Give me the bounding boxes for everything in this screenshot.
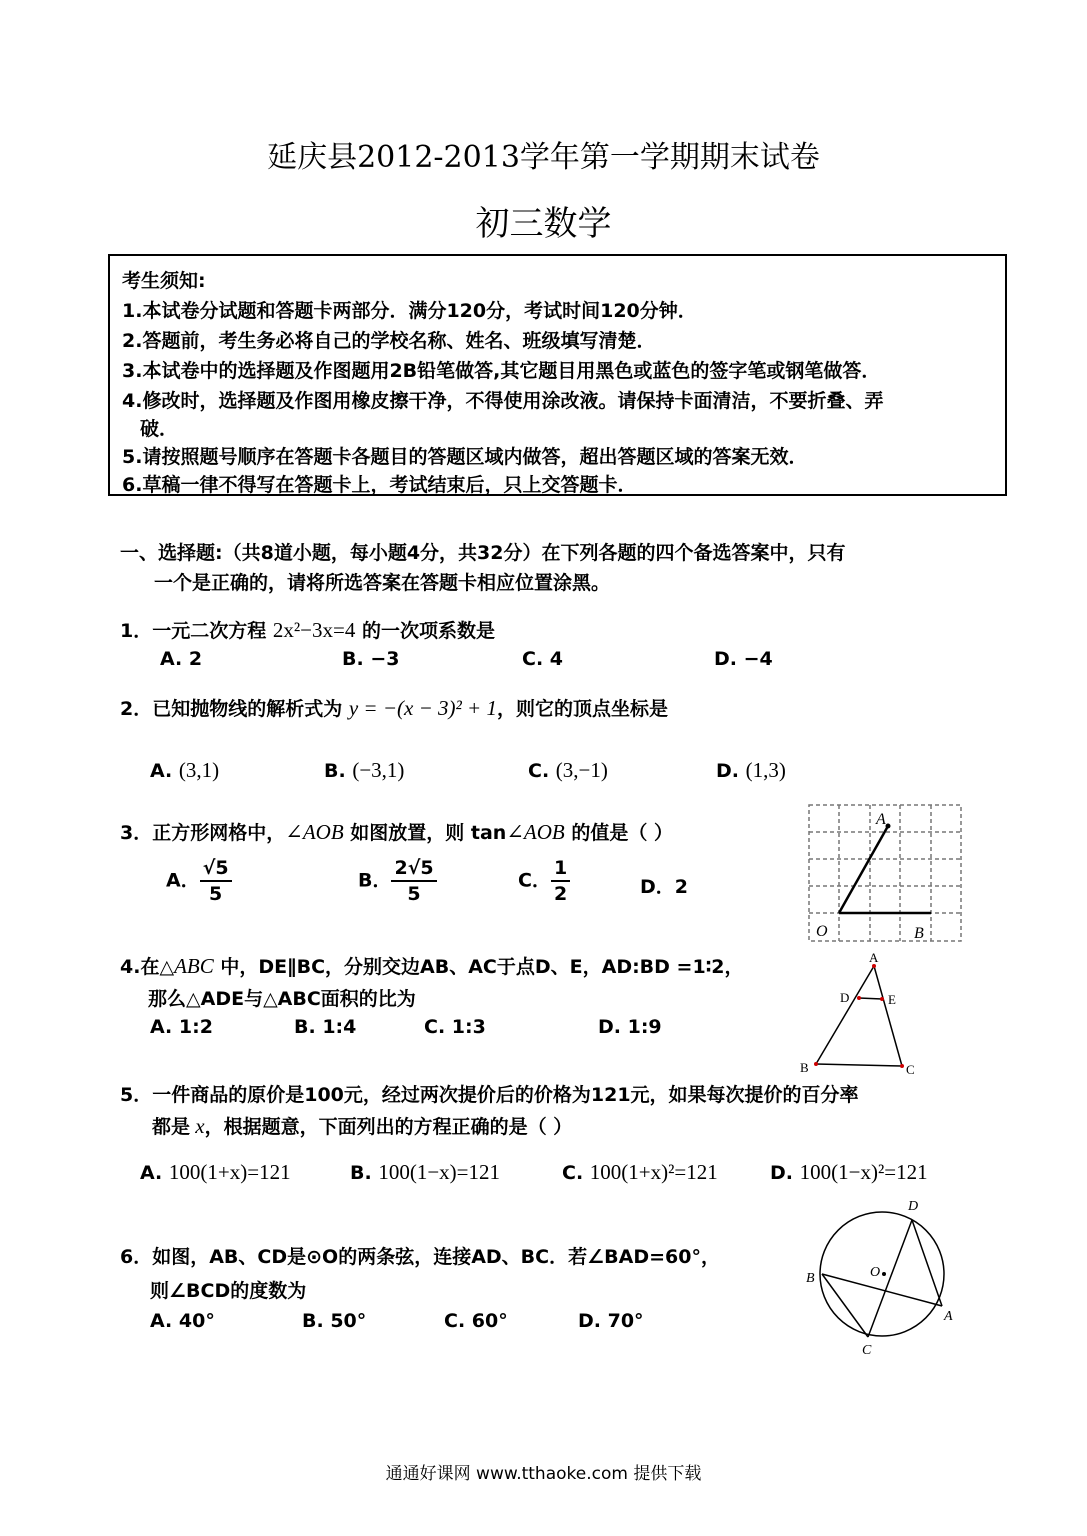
q3-label-c: C． [518, 869, 551, 892]
q1-option-a: A. 2 [160, 648, 203, 670]
q3-grid-figure [806, 802, 964, 944]
grid-label-a: A [876, 811, 886, 828]
q2-option-a [150, 758, 219, 783]
notice-item: 3.本试卷中的选择题及作图题用2B铅笔做答,其它题目用黑色或蓝色的签字笔或钢笔做答． [122, 360, 881, 382]
triangle-label-b: B [800, 1060, 809, 1075]
triangle-label-e: E [888, 992, 896, 1007]
exam-title: 延庆县2012-2013学年第一学期期末试卷 [267, 140, 820, 175]
q5-text-end: ，根据题意，下面列出的方程正确的是（ ） [204, 1116, 573, 1138]
circle-label-a: A [944, 1309, 953, 1324]
q3-option-a [166, 856, 232, 906]
grid-label-o: O [816, 923, 828, 940]
q4-option-a: A. 1:2 [150, 1016, 213, 1038]
q2-value-c: (3,−1) [555, 758, 608, 782]
q6-circle-figure [800, 1190, 966, 1360]
q6-option-b: B. 50° [302, 1310, 367, 1332]
q4-option-c: C. 1:3 [424, 1016, 486, 1038]
q1-text-end: 的一次项系数是 [355, 620, 495, 642]
fraction-denominator: 5 [209, 883, 223, 905]
circle-label-d: D [908, 1199, 919, 1214]
q5-label-b: B. [350, 1162, 372, 1184]
triangle-label-c: C [906, 1062, 915, 1077]
q2-label-b: B. [324, 760, 346, 782]
q2-equation: y = −(x − 3)² + 1 [348, 696, 497, 720]
q3-label-b: B． [358, 869, 392, 892]
q6-option-c: C. 60° [444, 1310, 508, 1332]
notice-item: 6.草稿一律不得写在答题卡上，考试结束后，只上交答题卡． [122, 474, 637, 496]
q3-angle: ∠AOB [285, 820, 344, 844]
q5-option-b [350, 1160, 500, 1185]
q2-text: 2．已知抛物线的解析式为 [120, 698, 349, 720]
question-4-stem [120, 952, 744, 979]
q5-value-d: 100(1−x)²=121 [799, 1160, 928, 1184]
circle-label-c: C [862, 1343, 872, 1358]
q3-option-b [358, 856, 437, 906]
q3-text-mid: 如图放置，则 tan [343, 822, 507, 844]
q5-line-2 [152, 1112, 572, 1139]
fraction-denominator: 5 [407, 883, 421, 905]
q4-line-2: 那么△ADE与△ABC面积的比为 [148, 988, 416, 1010]
notice-item: 2.答题前，考生务必将自己的学校名称、姓名、班级填写清楚． [122, 330, 656, 352]
q4-option-b: B. 1:4 [294, 1016, 357, 1038]
q5-option-a [140, 1160, 291, 1185]
q4-text: 4.在△ [120, 956, 175, 978]
q3-text: 3．正方形网格中， [120, 822, 286, 844]
q3-option-c [518, 856, 570, 906]
notice-item: 4.修改时，选择题及作图用橡皮擦干净，不得使用涂改液。请保持卡面清洁，不要折叠、弄 [122, 390, 884, 412]
q3-angle-2: ∠AOB [506, 820, 565, 844]
q5-label-d: D. [770, 1162, 793, 1184]
q5-option-d [770, 1160, 928, 1185]
q4-text-end: 中，DE∥BC，分别交边AB、AC于点D、E，AD:BD =1∶2， [213, 956, 744, 978]
q4-triangle-figure [796, 950, 926, 1080]
q6-option-a: A. 40° [150, 1310, 215, 1332]
triangle-label-a: A [869, 950, 879, 965]
notice-item: 破． [140, 418, 179, 440]
q2-value-d: (1,3) [745, 758, 786, 782]
q5-variable: x [195, 1114, 205, 1138]
question-6-stem: 6．如图，AB、CD是⊙O的两条弦，连接AD、BC．若∠BAD=60°， [120, 1246, 720, 1268]
q4-option-d: D. 1:9 [598, 1016, 662, 1038]
q2-option-d [716, 758, 786, 783]
circle-label-o: O [870, 1265, 881, 1280]
q1-equation: 2x²−3x=4 [272, 618, 356, 642]
q5-value-b: 100(1−x)=121 [378, 1160, 501, 1184]
q5-value-a: 100(1+x)=121 [168, 1160, 291, 1184]
q4-triangle-name: ABC [174, 954, 214, 978]
q2-label-d: D. [716, 760, 739, 782]
question-2-stem [120, 694, 668, 721]
q2-value-b: (−3,1) [352, 758, 405, 782]
q3-option-d: D．2 [640, 876, 688, 898]
fraction-denominator: 2 [553, 883, 568, 905]
q2-option-c [528, 758, 608, 783]
section-heading: 一、选择题:（共8道小题，每小题4分，共32分）在下列各题的四个备选答案中，只有 [120, 542, 846, 564]
q3-text-end: 的值是（ ） [564, 822, 673, 844]
triangle-label-d: D [840, 990, 850, 1005]
notice-item: 1.本试卷分试题和答题卡两部分．满分120分，考试时间120分钟． [122, 300, 697, 322]
exam-subtitle: 初三数学 [475, 204, 612, 244]
q5-value-c: 100(1+x)²=121 [589, 1160, 718, 1184]
q3-fraction-a [200, 856, 232, 906]
q2-label-c: C. [528, 760, 550, 782]
q5-option-c [562, 1160, 718, 1185]
q1-option-b: B. −3 [342, 648, 400, 670]
question-5-stem: 5．一件商品的原价是100元，经过两次提价后的价格为121元，如果每次提价的百分率 [120, 1084, 859, 1106]
q3-fraction-c [551, 856, 570, 906]
q6-line-2: 则∠BCD的度数为 [150, 1280, 307, 1302]
circle-label-b: B [806, 1271, 815, 1286]
q3-fraction-b [391, 856, 436, 906]
fraction-numerator: 1 [551, 856, 570, 882]
q1-text: 1．一元二次方程 [120, 620, 273, 642]
q2-label-a: A. [150, 760, 173, 782]
q2-text-end: ，则它的顶点坐标是 [496, 698, 668, 720]
question-3-stem [120, 818, 673, 845]
notice-box [108, 254, 1007, 496]
q2-value-a: (3,1) [178, 758, 220, 782]
page-footer: 通通好课网 www.tthaoke.com 提供下载 [385, 1464, 702, 1484]
section-instructions: 一个是正确的，请将所选答案在答题卡相应位置涂黑。 [154, 572, 611, 594]
q5-label-a: A. [140, 1162, 163, 1184]
fraction-numerator: 2√5 [391, 856, 436, 882]
question-1-stem [120, 616, 495, 643]
q1-option-d: D. −4 [714, 648, 773, 670]
q3-label-a: A． [166, 869, 200, 892]
q5-text: 都是 [152, 1116, 191, 1138]
fraction-numerator: √5 [200, 856, 232, 882]
notice-item: 5.请按照题号顺序在答题卡各题目的答题区域内做答，超出答题区域的答案无效． [122, 446, 808, 468]
q1-option-c: C. 4 [522, 648, 563, 670]
notice-heading: 考生须知: [122, 270, 206, 292]
grid-label-b: B [914, 925, 924, 942]
q6-option-d: D. 70° [578, 1310, 644, 1332]
q2-option-b [324, 758, 404, 783]
q5-label-c: C. [562, 1162, 584, 1184]
